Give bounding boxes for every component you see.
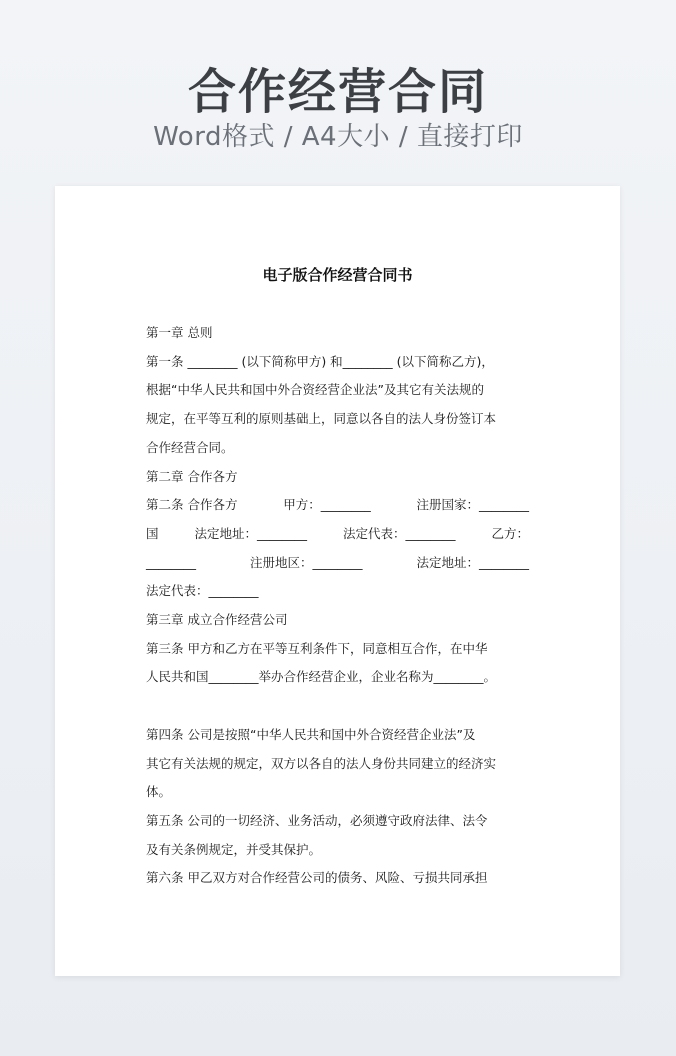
paragraph-gap [146,692,529,721]
page-subtitle: Word格式 / A4大小 / 直接打印 [153,122,523,152]
document-page [55,186,620,976]
article-2-label: 第二条 合作各方 [146,497,238,513]
article-4-line-3: 体。 [146,784,172,800]
registration-country-field: 注册国家：________ [416,497,529,513]
article-5-line-2: 及有关条例规定，并受其保护。 [146,841,322,857]
article-6-line-1: 第六条 甲乙双方对合作经营公司的债务、风险、亏损共同承担 [146,870,488,886]
party-b-label: 乙方： [491,525,529,541]
article-1-line-1: 第一条 ________ (以下简称甲方) 和________ (以下简称乙方)， [146,353,494,369]
legal-address-field: 法定地址：________ [194,525,307,541]
article-3-line-2: 人民共和国________举办合作经营企业，企业名称为________。 [146,669,497,685]
article-1-line-2: 根据“中华人民共和国中外合资经营企业法”及其它有关法规的 [146,382,484,398]
page-title: 合作经营合同 [187,64,488,120]
article-4-line-1: 第四条 公司是按照“中华人民共和国中外合资经营企业法”及 [146,726,476,742]
article-1-line-4: 合作经营合同。 [146,439,234,455]
article-5-line-1: 第五条 公司的一切经济、业务活动，必须遵守政府法律、法令 [146,812,488,828]
article-2-row-1 [146,491,529,520]
party-b-legal-representative-field: 法定代表：________ [146,583,259,599]
article-2-row-3 [146,549,529,578]
country-suffix: 国 [146,525,159,541]
party-a-field: 甲方：________ [283,497,371,513]
chapter-1-heading: 第一章 总则 [146,325,213,340]
legal-representative-field: 法定代表：________ [342,525,456,541]
party-b-field: ________ [146,554,196,570]
article-1-line-3: 规定，在平等互利的原则基础上，同意以各自的法人身份签订本 [146,411,497,427]
article-2-row-2 [146,520,529,549]
document-body [146,319,529,893]
registration-region-field: 注册地区：________ [249,554,363,570]
chapter-2-heading: 第二章 合作各方 [146,468,238,484]
article-4-line-2: 其它有关法规的规定，双方以各自的法人身份共同建立的经济实 [146,755,497,771]
chapter-3-heading: 第三章 成立合作经营公司 [146,612,288,628]
party-b-legal-address-field: 法定地址：________ [416,554,529,570]
article-3-line-1: 第三条 甲方和乙方在平等互利条件下，同意相互合作，在中华 [146,640,488,656]
document-title: 电子版合作经营合同书 [262,266,413,284]
